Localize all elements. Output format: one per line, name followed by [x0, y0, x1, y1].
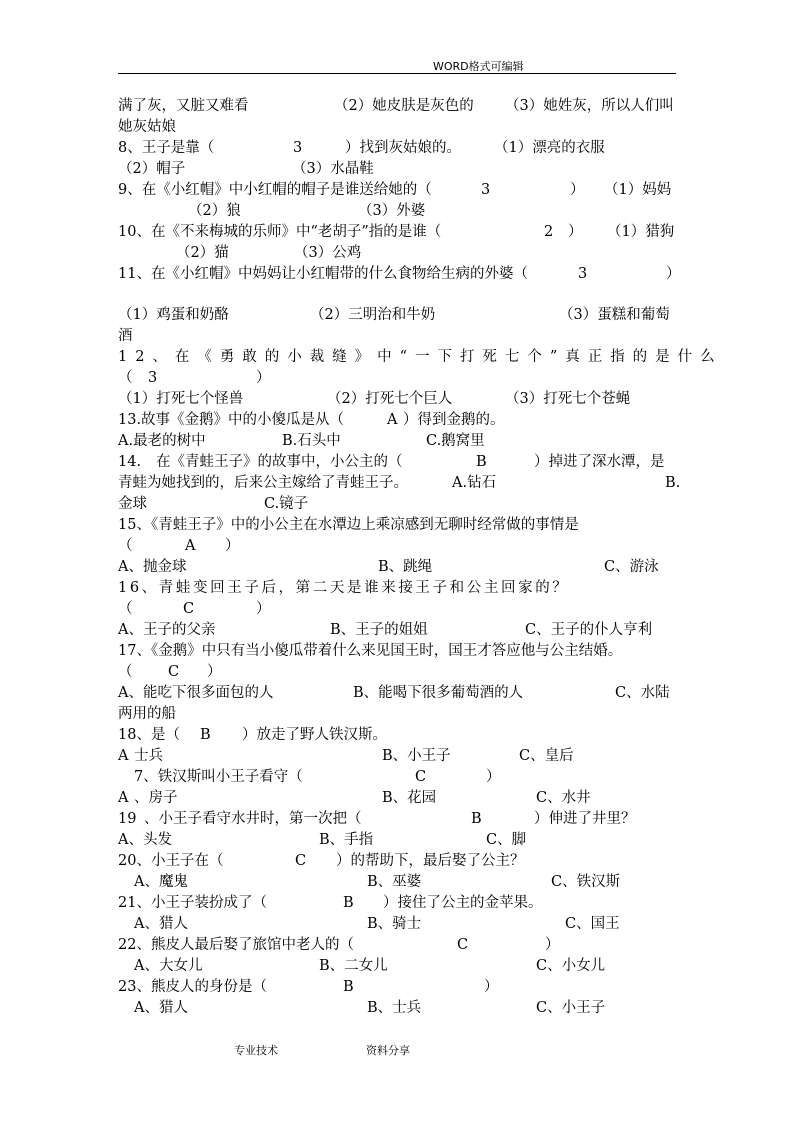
- footer-right: 资料分享: [366, 1044, 410, 1057]
- text-segment: 2: [544, 224, 554, 240]
- text-segment: C: [295, 853, 307, 869]
- text-segment: A、能吃下很多面包的人: [118, 685, 274, 701]
- text-segment: 11、在《小红帽》中妈妈让小红帽带的什么食物给生病的外婆（: [118, 266, 528, 282]
- text-segment: ）的帮助下，最后娶了公主？: [336, 853, 525, 869]
- text-segment: B: [476, 454, 487, 470]
- text-segment: 14.: [118, 454, 142, 470]
- text-segment: （1）妈妈: [604, 182, 672, 198]
- text-segment: 23、熊皮人的身份是（: [118, 979, 267, 995]
- text-segment: （3）她姓灰，所以人们叫: [505, 98, 674, 114]
- text-segment: B: [343, 979, 354, 995]
- text-segment: 士兵: [134, 748, 163, 764]
- text-segment: 17、《金鹅》中只有当小傻瓜带着什么来见国王时，国王才答应他与公主结婚。: [118, 643, 623, 659]
- text-segment: C: [183, 601, 195, 617]
- text-segment: （3）蛋糕和葡萄: [559, 307, 670, 323]
- text-segment: C: [415, 769, 427, 785]
- text-segment: 12、在《勇敢的小裁缝》中“一下打死七个”真正指的是什么: [118, 349, 723, 365]
- text-segment: A、王子的父亲: [118, 622, 216, 638]
- text-segment: ）: [666, 266, 681, 282]
- text-segment: 3: [578, 266, 588, 282]
- text-segment: （3）打死七个苍蝇: [505, 391, 631, 407]
- text-segment: ）: [207, 664, 222, 680]
- text-segment: C、游泳: [604, 559, 659, 575]
- text-segment: ）放走了野人铁汉斯。: [242, 727, 387, 743]
- text-segment: B.石头中: [282, 433, 341, 449]
- text-segment: C、小女儿: [536, 958, 606, 974]
- text-segment: A、魔鬼: [134, 874, 188, 890]
- text-segment: A、猎人: [134, 916, 188, 932]
- text-segment: 22、熊皮人最后娶了旅馆中老人的（: [118, 937, 354, 953]
- text-segment: 在《青蛙王子》的故事中，小公主的（: [156, 454, 403, 470]
- text-segment: 10、在《不来梅城的乐师》中“老胡子”指的是谁（: [118, 224, 442, 240]
- text-segment: （2）猫: [176, 245, 229, 261]
- text-segment: ）: [570, 182, 585, 198]
- text-segment: 8、王子是靠（: [118, 140, 215, 156]
- text-segment: 20、小王子在（: [118, 853, 224, 869]
- text-segment: ）掉进了深水潭，是: [534, 454, 665, 470]
- text-segment: C、铁汉斯: [551, 874, 621, 890]
- text-segment: 、小王子看守水井时，第一次把（: [144, 811, 362, 827]
- text-segment: 满了灰，又脏又难看: [118, 98, 249, 114]
- text-segment: B、能喝下很多葡萄酒的人: [353, 685, 524, 701]
- text-segment: C、小王子: [536, 1000, 606, 1016]
- text-segment: （: [118, 538, 133, 554]
- text-segment: C.鹅窝里: [426, 433, 485, 449]
- text-segment: ）: [568, 224, 583, 240]
- text-segment: （3）水晶鞋: [292, 161, 374, 177]
- text-segment: 酒: [118, 328, 133, 344]
- text-segment: C、王子的仆人亨利: [525, 622, 653, 638]
- text-segment: C、皇后: [519, 748, 574, 764]
- text-segment: ）: [486, 769, 501, 785]
- text-segment: （1）猎狗: [607, 224, 675, 240]
- text-segment: ）接住了公主的金苹果。: [383, 895, 543, 911]
- text-segment: 16、青蛙变回王子后，第二天是谁来接王子和公主回家的？: [118, 580, 570, 596]
- text-segment: C: [457, 937, 469, 953]
- text-segment: C、国王: [565, 916, 620, 932]
- text-segment: 21、小王子装扮成了（: [118, 895, 267, 911]
- text-segment: （1）打死七个怪兽: [118, 391, 244, 407]
- text-segment: B: [343, 895, 354, 911]
- text-segment: （1）漂亮的衣服: [494, 140, 605, 156]
- text-segment: 青蛙为她找到的，后来公主嫁给了青蛙王子。: [118, 475, 408, 491]
- text-segment: C.镜子: [264, 496, 309, 512]
- text-segment: ）得到金鹅的。: [403, 412, 505, 428]
- text-segment: 3: [148, 370, 158, 386]
- text-segment: A.钻石: [452, 475, 497, 491]
- text-segment: （: [118, 664, 133, 680]
- text-segment: 她灰姑娘: [118, 119, 176, 135]
- text-segment: 13.故事《金鹅》中的小傻瓜是从（: [118, 412, 345, 428]
- text-segment: B、二女儿: [319, 958, 388, 974]
- text-segment: B、花园: [382, 790, 437, 806]
- text-segment: （2）帽子: [118, 161, 186, 177]
- text-segment: ）找到灰姑娘的。: [345, 140, 461, 156]
- footer-left: 专业技术: [234, 1044, 278, 1057]
- text-segment: 9、在《小红帽》中小红帽的帽子是谁送给她的（: [118, 182, 432, 198]
- text-segment: ）伸进了井里？: [534, 811, 636, 827]
- text-segment: A、头发: [118, 832, 172, 848]
- text-segment: 7、铁汉斯叫小王子看守（: [134, 769, 303, 785]
- text-segment: C、水陆: [615, 685, 670, 701]
- text-segment: A.最老的树中: [118, 433, 206, 449]
- text-segment: ）: [484, 979, 499, 995]
- text-segment: （2）打死七个巨人: [327, 391, 453, 407]
- text-segment: （1）鸡蛋和奶酪: [118, 307, 229, 323]
- text-segment: （: [118, 601, 133, 617]
- text-segment: 15、《青蛙王子》中的小公主在水潭边上乘凉感到无聊时经常做的事情是: [118, 517, 579, 533]
- text-segment: B、骑士: [367, 916, 422, 932]
- text-segment: A: [118, 748, 129, 764]
- text-segment: 19: [118, 811, 137, 827]
- text-segment: C: [168, 664, 180, 680]
- text-segment: A、抛金球: [118, 559, 187, 575]
- text-segment: （2）狼: [188, 203, 241, 219]
- header-rule: [118, 73, 676, 74]
- text-segment: B、手指: [319, 832, 374, 848]
- text-segment: A: [185, 538, 196, 554]
- text-segment: B、跳绳: [378, 559, 433, 575]
- text-segment: B.: [665, 475, 681, 491]
- text-segment: ）: [545, 937, 560, 953]
- text-segment: B、王子的姐姐: [330, 622, 428, 638]
- text-segment: （3）公鸡: [294, 245, 362, 261]
- text-segment: （2）她皮肤是灰色的: [334, 98, 474, 114]
- text-segment: 两用的船: [118, 706, 176, 722]
- text-segment: A: [387, 412, 398, 428]
- text-segment: （3）外婆: [358, 203, 426, 219]
- text-segment: B、小王子: [382, 748, 451, 764]
- page-header: WORD格式可编辑: [433, 60, 524, 73]
- text-segment: C、水井: [536, 790, 591, 806]
- text-segment: ）: [256, 370, 271, 386]
- text-segment: （2）三明治和牛奶: [310, 307, 436, 323]
- text-segment: A: [118, 790, 129, 806]
- text-segment: 3: [481, 182, 491, 198]
- text-segment: ）: [225, 538, 240, 554]
- text-segment: B、巫婆: [367, 874, 422, 890]
- text-segment: A、猎人: [134, 1000, 188, 1016]
- text-segment: B、士兵: [367, 1000, 422, 1016]
- text-segment: B: [200, 727, 211, 743]
- text-segment: （: [118, 370, 133, 386]
- text-segment: 3: [293, 140, 303, 156]
- text-segment: A、大女儿: [134, 958, 203, 974]
- text-segment: 金球: [118, 496, 147, 512]
- text-segment: 18、是（: [118, 727, 180, 743]
- text-segment: B: [471, 811, 482, 827]
- text-segment: 、房子: [134, 790, 178, 806]
- text-segment: C、脚: [486, 832, 527, 848]
- text-segment: ）: [256, 601, 271, 617]
